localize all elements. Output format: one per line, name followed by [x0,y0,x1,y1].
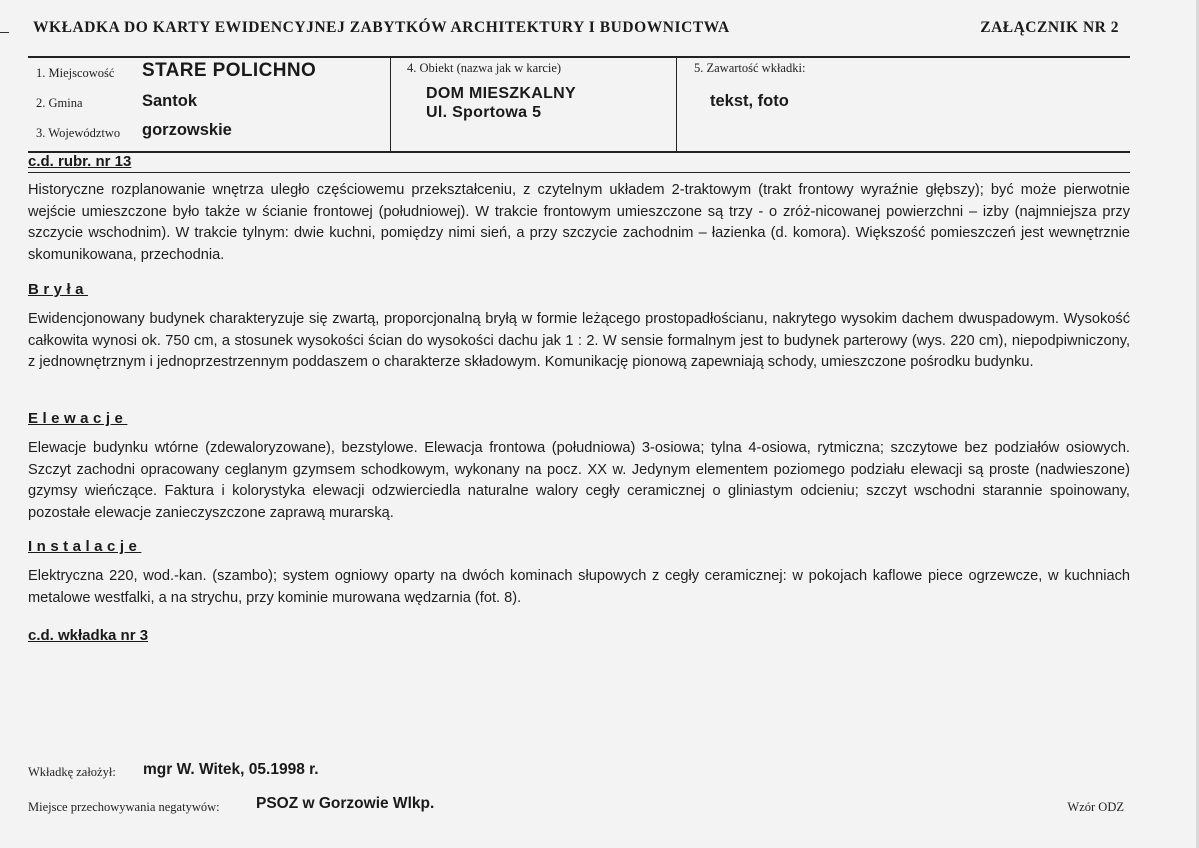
continuation-rule [28,172,1130,173]
instalacje-heading: Instalacje [28,538,142,555]
storage-label: Miejsce przechowywania negatywów: [28,800,220,814]
storage-value: PSOZ w Gorzowie Wlkp. [256,795,435,812]
bryla-paragraph: Ewidencjonowany budynek charakteryzuje się zwartą, proporcjonalną bryłą w formie leżącego prostopadłościanu, nakrytego wysokim dachem dwuspadowym. Wysokość całkowita wynosi ok. 750 cm, a stosunek wysokości ścian do wysokości dachu jak 1 : 2. W sensie formalnym jest to budynek parterowy (wys. 220 cm), niepodpiwniczony, z jednownętrznym i jednoprzestrzennym poddaszem o charakterze składowym. Komunikację pionową zapewniają schody, umieszczone pośrodku budynku. [28,311,1130,370]
commune-value: Santok [142,92,198,110]
instalacje-paragraph: Elektryczna 220, wod.-kan. (szambo); system ogniowy oparty na dwóch kominach słupowych z cegły ceramicznej: w pokojach kaflowe piece ogrzewcze, w kuchniach metalowe westfalki, a na strychu, przy kominie murowana wędzarnia (fot. 8). [28,568,1130,606]
info-box-divider-1 [390,57,391,152]
template-label: Wzór ODZ [1067,800,1124,814]
contents-value: tekst, foto [710,92,789,110]
info-box-divider-2 [676,57,677,152]
voivodeship-label: 3. Województwo [36,126,121,140]
author-label: Wkładkę założył: [28,765,116,779]
author-value: mgr W. Witek, 05.1998 r. [143,761,319,778]
document-title: WKŁADKA DO KARTY EWIDENCYJNEJ ZABYTKÓW ARCHITEKTURY I BUDOWNICTWA [33,19,730,36]
commune-label: 2. Gmina [36,96,83,110]
object-label: 4. Obiekt (nazwa jak w karcie) [407,61,562,75]
elewacje-paragraph: Elewacje budynku wtórne (zdewaloryzowane), bezstylowe. Elewacja frontowa (południowa) 3-osiowa; tylna 4-osiowa, rytmiczna; szczytowe bez podziałów osiowych. Szczyt zachodni opracowany ceglanym gzymsem schodkowym, wykonany na pocz. XX w. Jedynym elementem poziomego podziału elewacji są proste (nadwieszone) gzymsy wieńczące. Faktura i kolorystyka elewacji odzwierciedla naturalne walory cegły ceramicznej o gliniastym odcieniu; szczyt wschodni starannie spoinowany, pozostałe elewacje zanieczyszczone zaprawą murarską. [28,440,1130,521]
info-box-bottom-rule [28,151,1130,153]
object-name: DOM MIESZKALNY [426,85,576,102]
bryla-heading: Bryła [28,281,89,298]
contents-label: 5. Zawartość wkładki: [694,61,806,75]
locality-label: 1. Miejscowość [36,66,115,80]
continuation-paragraph: Historyczne rozplanowanie wnętrza uległo częściowemu przekształceniu, z czytelnym układem 2-traktowym (trakt frontowy wyraźnie głębszy); być może pierwotnie wejście umieszczone było także w ścianie frontowej (południowej). W trakcie frontowym umieszczone są trzy - o zróż-nicowanej powierzchni – izby (najmniejsza przy szczycie wschodnim). W trakcie tylnym: dwie kuchni, pomiędzy nimi sień, a przy szczycie zachodnim – łazienka (d. komora). Większość pomieszczeń jest wewnętrznie skomunikowana, przechodnia. [28,182,1130,263]
next-insert-reference: c.d. wkładka nr 3 [28,627,149,644]
corner-mark [0,32,9,33]
object-address: Ul. Sportowa 5 [426,104,542,121]
continuation-heading: c.d. rubr. nr 13 [28,153,132,170]
elewacje-heading: Elewacje [28,410,128,427]
info-box-top-rule [28,56,1130,58]
locality-value: STARE POLICHNO [142,60,317,81]
voivodeship-value: gorzowskie [142,121,232,139]
annex-number: ZAŁĄCZNIK NR 2 [980,19,1119,36]
